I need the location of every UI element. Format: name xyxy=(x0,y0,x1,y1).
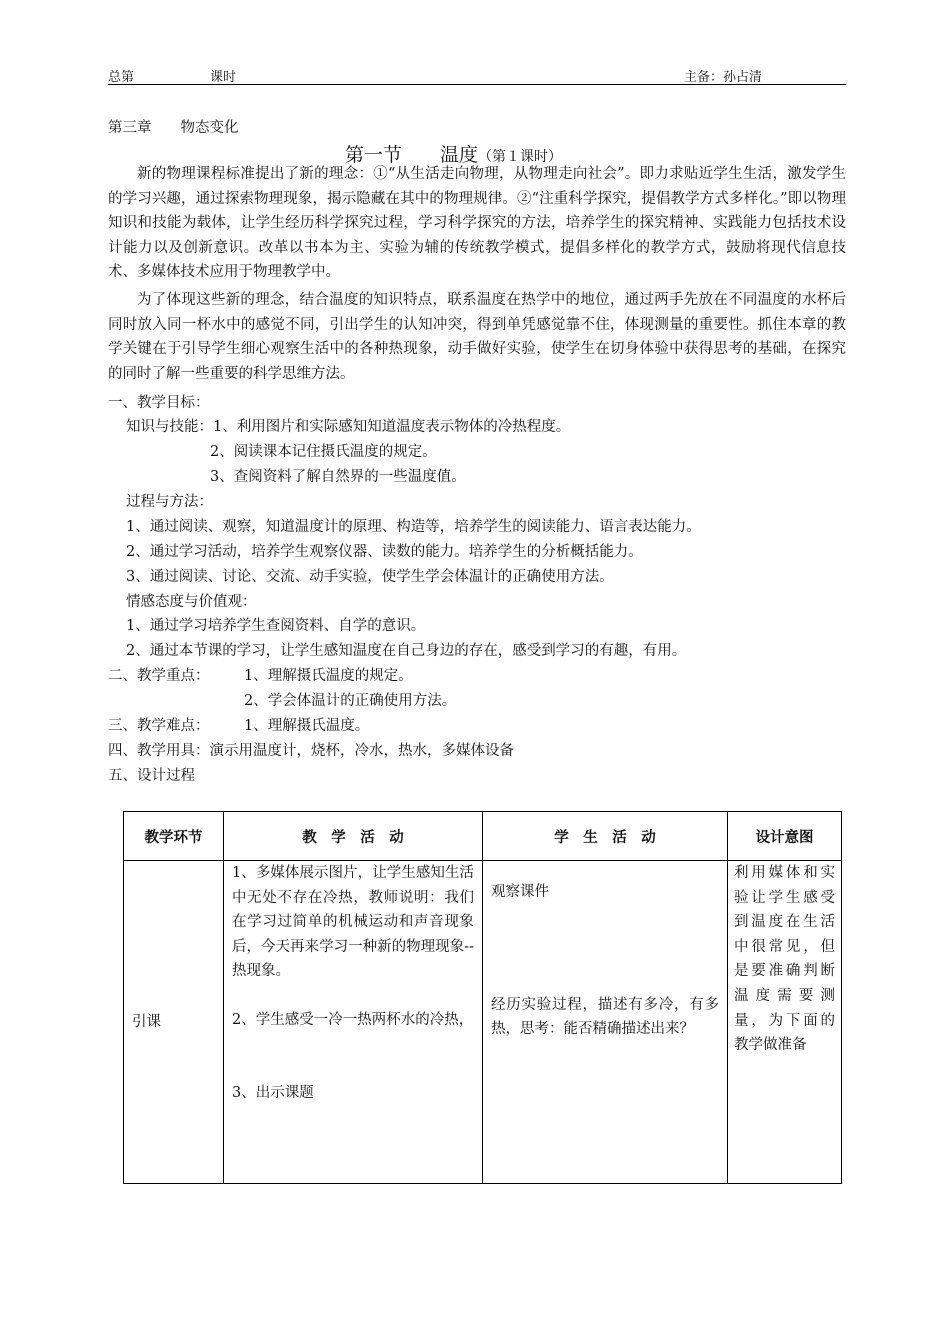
chapter-title: 第三章 物态变化 xyxy=(108,120,239,136)
teacher-activity-2: 2、学生感受一冷一热两杯水的冷热， xyxy=(232,1011,474,1028)
process-label: 过程与方法： xyxy=(126,494,213,510)
process-item-2: 2、通过学习活动，培养学生观察仪器、读数的能力。培养学生的分析概括能力。 xyxy=(126,544,643,560)
header-intent: 设计意图 xyxy=(728,812,842,861)
intro-paragraph-2: 为了体现这些新的理念，结合温度的知识特点，联系温度在热学中的地位，通过两手先放在不同温度的水杯后同时放入同一杯水中的感觉不同，引出学生的认知冲突，得到单凭感觉靠不住，体现测量的重要性。抓住本章的教学关键在于引导学生细心观察生活中的各种热现象，动手做好实验，使学生在切身体验中获得思考的基础，在探究的同时了解一些重要的科学思维方法。 xyxy=(108,292,846,382)
knowledge-item-3: 3、查阅资料了解自然界的一些温度值。 xyxy=(210,469,466,485)
emotion-item-1: 1、通过学习培养学生查阅资料、自学的意识。 xyxy=(126,618,426,634)
header-total-label: 总第 xyxy=(108,70,135,85)
process-item-3: 3、通过阅读、讨论、交流、动手实验，使学生学会体温计的正确使用方法。 xyxy=(126,569,614,585)
process-item-1: 1、通过阅读、观察，知道温度计的原理、构造等，培养学生的阅读能力、语言表达能力。 xyxy=(126,519,701,535)
teacher-activity-3: 3、出示课题 xyxy=(232,1084,314,1101)
header-period-label: 课时 xyxy=(210,70,237,85)
key-points-label: 二、教学重点： xyxy=(108,668,210,684)
student-activity-2: 经历实验过程，描述有多冷，有多热，思考：能否精确描述出来？ xyxy=(491,996,719,1038)
table-header-row xyxy=(124,812,842,861)
key-point-item-2: 2、学会体温计的正确使用方法。 xyxy=(244,693,457,709)
intro-paragraph-1: 新的物理课程标准提出了新的理念：①“从生活走向物理，从物理走向社会”。即力求贴近学生生活，激发学生的学习兴趣，通过探索物理现象，揭示隐藏在其中的物理规律。②“注重科学探究，提倡教学方式多样化。”即以物理知识和技能为载体，让学生经历科学探究过程，学习科学探究的方法，培养学生的探究精神、实践能力包括技术设计能力以及创新意识。改革以书本为主、实验为辅的传统教学模式，提倡多样化的教学方式，鼓励将现代信息技术、多媒体技术应用于物理教学中。 xyxy=(108,166,846,281)
stage-text: 引课 xyxy=(132,1013,161,1030)
teacher-activity-1: 1、多媒体展示图片，让学生感知生活中无处不存在冷热，教师说明：我们在学习过简单的机械运动和声音现象后，今天再来学习一种新的物理现象--热现象。 xyxy=(232,865,474,980)
teaching-tools: 四、教学用具：演示用温度计，烧杯，冷水，热水，多媒体设备 xyxy=(108,743,514,759)
header-stage: 教学环节 xyxy=(124,812,224,861)
header-teacher-activity: 教 学 活 动 xyxy=(224,812,483,861)
difficulty-item-1: 1、理解摄氏温度。 xyxy=(244,718,370,734)
key-point-item-1: 1、理解摄氏温度的规定。 xyxy=(244,668,413,684)
design-table xyxy=(123,811,842,1184)
design-heading: 五、设计过程 xyxy=(108,768,195,784)
section-title-sub: （第１课时） xyxy=(478,149,563,165)
header-student-activity: 学 生 活 动 xyxy=(483,812,728,861)
student-activity-cell xyxy=(483,861,728,1184)
section-title-main: 第一节 温度 xyxy=(345,144,479,166)
objectives-heading: 一、教学目标： xyxy=(108,395,210,411)
emotion-item-2: 2、通过本节课的学习，让学生感知温度在自己身边的存在，感受到学习的有趣，有用。 xyxy=(126,643,687,659)
stage-cell xyxy=(124,861,224,1184)
emotion-label: 情感态度与价值观： xyxy=(126,594,257,610)
intent-cell xyxy=(728,861,842,1184)
header-rule xyxy=(108,84,846,85)
intent-text: 利用媒体和实验让学生感受到温度在生活中很常见，但是要准确判断温度需要测量，为下面的教学做准备 xyxy=(734,865,835,1054)
student-activity-1: 观察课件 xyxy=(491,884,549,900)
difficulty-label: 三、教学难点： xyxy=(108,718,210,734)
knowledge-item-1: 知识与技能：1、利用图片和实际感知知道温度表示物体的冷热程度。 xyxy=(126,419,571,435)
header-author: 主备：孙占清 xyxy=(684,70,763,85)
table-row xyxy=(124,861,842,1184)
knowledge-item-2: 2、阅读课本记住摄氏温度的规定。 xyxy=(210,444,437,460)
teacher-activity-cell xyxy=(224,861,483,1184)
